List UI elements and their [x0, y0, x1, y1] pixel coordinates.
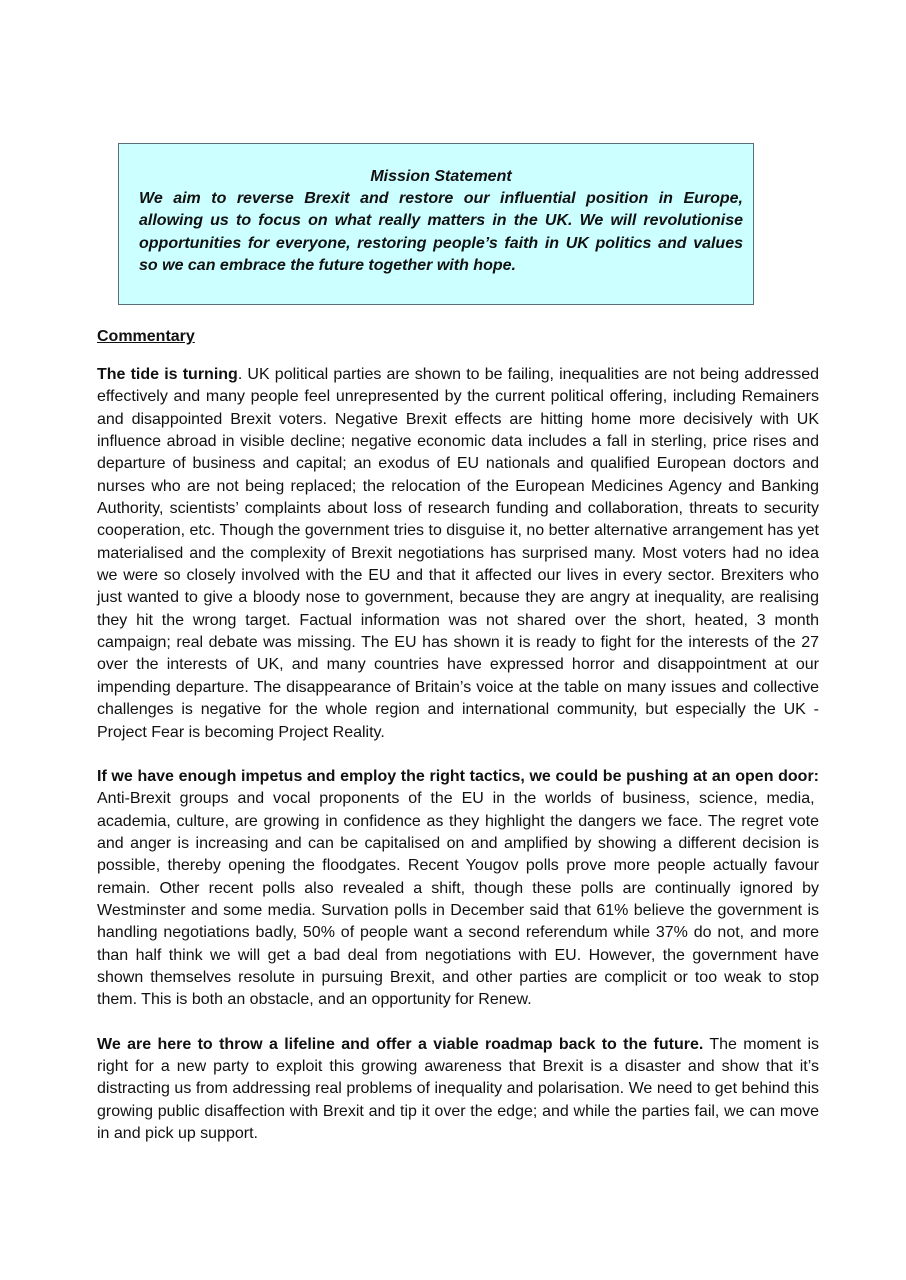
- paragraph-body: Anti-Brexit groups and vocal proponents of the EU in the worlds of business, science, media, academia, culture, are growing in confidence as they highlight the dangers we face. The regret vote and anger is increasing and can be capitalised on and amplified by showing a different decision is possible, thereby opening the floodgates. Recent Yougov polls prove more people actually favour remain. Other recent polls also revealed a shift, though these polls are continually ignored by Westminster and some media. Survation polls in December said that 61% believe the government is handling negotiations badly, 50% of people want a second referendum while 37% do not, and more than half think we will get a bad deal from negotiations with EU. However, the government have shown themselves resolute in pursuing Brexit, and other parties are complicit or too weak to stop them. This is both an obstacle, and an opportunity for Renew.: [97, 790, 819, 1009]
- mission-statement-box: [118, 143, 754, 305]
- paragraph-open-door: [97, 766, 819, 1012]
- paragraph-lead: If we have enough impetus and employ the right tactics, we could be pushing at an open door:: [97, 767, 819, 785]
- commentary-section: [97, 326, 819, 1167]
- paragraph-tide-turning: [97, 364, 819, 744]
- paragraph-lifeline: [97, 1034, 819, 1146]
- commentary-heading: Commentary: [97, 328, 195, 345]
- mission-statement-title: Mission Statement: [370, 168, 512, 185]
- paragraph-body: The moment is right for a new party to exploit this growing awareness that Brexit is a disaster and show that it’s distracting us from addressing real problems of inequality and polarisation. We need to get behind this growing public disaffection with Brexit and tip it over the edge; and while the parties fail, we can move in and pick up support.: [97, 1035, 820, 1142]
- paragraph-lead: We are here to throw a lifeline and offer a viable roadmap back to the future.: [97, 1035, 704, 1053]
- paragraph-body: . UK political parties are shown to be failing, inequalities are not being addressed effectively and many people feel unrepresented by the current political offering, including Remainers and disappointed Brexit voters. Negative Brexit effects are hitting home more decisively with UK influence abroad in visible decline; negative economic data includes a fall in sterling, price rises and departure of business and capital; an exodus of EU nationals and qualified European doctors and nurses who are not being replaced; the relocation of the European Medicines Agency and Banking Authority, scientists’ complaints about loss of research funding and collaboration, threats to security cooperation, etc. Though the government tries to disguise it, no better alternative arrangement has yet materialised and the complexity of Brexit negotiations has surprised many. Most voters had no idea we were so closely involved with the EU and that it affected our lives in every sector. Brexiters who just wanted to give a bloody nose to government, because they are angry at inequality, are realising they hit the wrong target. Factual information was not shared over the short, heated, 3 month campaign; real debate was missing. The EU has shown it is ready to fight for the interests of the 27 over the interests of UK, and many countries have expressed horror and disappointment at our impending departure. The disappearance of Britain’s voice at the table on many issues and collective challenges is negative for the whole region and international community, but especially the UK - Project Fear is becoming Project Reality.: [97, 366, 819, 741]
- mission-statement-text: We aim to reverse Brexit and restore our influential position in Europe, allowing us to focus on what really matters in the UK. We will revolutionise opportunities for everyone, restoring people’s faith in UK politics and values so we can embrace the future together with hope.: [139, 190, 743, 275]
- paragraph-lead: The tide is turning: [97, 366, 238, 383]
